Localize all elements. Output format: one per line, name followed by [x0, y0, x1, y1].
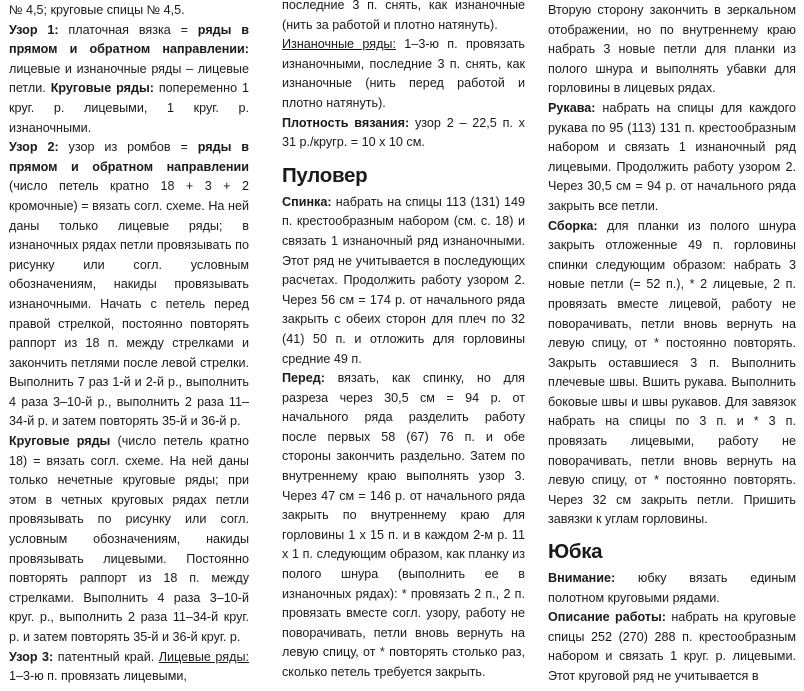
needles-line: № 4,5; круговые спицы № 4,5.: [9, 3, 185, 17]
pattern-3-label: Узор 3:: [9, 649, 54, 664]
text-column-2: [282, 0, 525, 686]
skirt-heading: Юбка: [548, 540, 603, 564]
pullover-heading: Пуловер: [282, 163, 368, 187]
purl-rows-paragraph: Изнаночные ряды: 1–3-ю п. провязать изнаночными, последние 3 п. снять, как изнаночные (нить перед работой и плотно натянуть).: [282, 37, 525, 110]
pattern-3-continued: последние 3 п. снять, как изнаночные (нить за работой и плотно натянуть).: [282, 0, 525, 32]
pattern-2-paragraph: Узор 2: узор из ромбов = ряды в прямом и обратном направлении (число петель кратно 18 + 3 + 2 кромочные) = вязать согл. схеме. На ней даны только лицевые ряды; в изнаночных рядах петли провязывать по рисунку или согл. условным обозначениям, накиды провязывать изнаночными. Начать с петель перед правой стрелкой, постоянно повторять раппорт из 18 п. между стрелками и закончить петлями после левой стрелки. Выполнить 7 раз 1-й и 2-й р., выполнить 4 раза 3–10-й р., выполнить 2 раза 11–34-й р. и затем повторять 35-й и 36-й р.: [9, 140, 249, 429]
pattern-1-label: Узор 1:: [9, 22, 59, 37]
sleeves-paragraph: Рукава: набрать на спицы для каждого рукава по 95 (113) 131 п. крестообразным набором и связать 1 изнаночный ряд лицевыми. Продолжить работу узором 2. Через 30,5 см = 94 р. от начального ряда закрыть все петли.: [548, 100, 796, 213]
back-paragraph: Спинка: набрать на спицы 113 (131) 149 п. крестообразным набором (см. с. 18) и связать 1 изнаночный ряд изнаночными. Этот ряд не учитывается в последующих расчетах. Продолжить работу узором 2. Через 56 см = 174 р. от начального ряда закрыть с обеих сторон для плеч по 32 (41) 50 п. и отложить для горловины средние 49 п.: [282, 194, 525, 366]
pattern-1-paragraph: Узор 1: платочная вязка = ряды в прямом и обратном направлении: лицевые и изнаночные ряды – лицевые петли. Круговые ряды: попеременно 1 круг. р. лицевыми, 1 круг. р. изнаночными.: [9, 22, 249, 135]
front-continued: Вторую сторону закончить в зеркальном отображении, но по внутреннему краю набрать 3 новые петли для планки из полого шнура и выполнять убавки для горловины в лицевых рядах.: [548, 3, 796, 96]
pattern-2-label: Узор 2:: [9, 140, 59, 155]
attention-paragraph: Внимание: юбку вязать единым полотном круговыми рядами.: [548, 571, 796, 605]
text-column-3: [548, 1, 796, 691]
front-paragraph: Перед: вязать, как спинку, но для разреза через 30,5 см = 94 р. от начального ряда разделить работу после первых 58 (67) 76 п. и обе стороны закончить раздельно. Затем по внутреннему краю выполнять узор 3. Через 47 см = 146 р. от начального ряда закрыть по внутреннему краю для горловины 1 x 15 п. и в каждом 2-м р. 11 x 1 п. следующим образом, как планку из полого шнура (выполнить ее в изнаночных рядах): * провязать 2 п., 2 п. провязать вместе согл. узору, работу не поворачивать, петли вновь вернуть на левую спицу, от * повторять столько раз, сколько петель требуется закрыть.: [282, 371, 525, 679]
text-column-1: [9, 1, 249, 691]
gauge-paragraph: Плотность вязания: узор 2 – 22,5 п. x 31 р./кругр. = 10 x 10 см.: [282, 115, 525, 150]
work-description-paragraph: Описание работы: набрать на круговые спицы 252 (270) 288 п. крестообразным набором и связать 1 круг. р. лицевыми. Этот круговой ряд не учитывается в: [548, 610, 796, 683]
pattern-3-paragraph: Узор 3: патентный край. Лицевые ряды: 1–3-ю п. провязать лицевыми,: [9, 649, 249, 684]
assembly-paragraph: Сборка: для планки из полого шнура закрыть отложенные 49 п. горловины спинки следующим образом: набрать 3 новые петли (= 52 п.), * 2 лицевые, 2 п. провязать вместе лицевой, работу не поворачивать, петли вновь вернуть на левую спицу, от * постоянно повторять. Закрыть оставшиеся 3 п. Выполнить плечевые швы. Вшить рукава. Выполнить боковые швы и швы рукавов. Для завязок набрать на спицы по 3 п. и * 3 п. провязать лицевыми, работу не поворачивать, петли вновь вернуть на левую спицу, от * постоянно повторять. Через 32 см закрыть петли. Пришить завязки к углам горловины.: [548, 218, 796, 527]
pattern-2-rounds-paragraph: Круговые ряды (число петель кратно 18) = вязать согл. схеме. На ней даны только нечетные круговые ряды; при этом в четных круговых рядах петли провязывать по рисунку или согл. условным обозначениям, накиды провязывать лицевыми. Постоянно повторять раппорт из 18 п. между стрелками. Выполнить 4 раза 3–10-й круг. р., выполнить 2 раза 11–34-й круг. р. и затем повторять 35-й и 36-й круг. р.: [9, 434, 249, 644]
